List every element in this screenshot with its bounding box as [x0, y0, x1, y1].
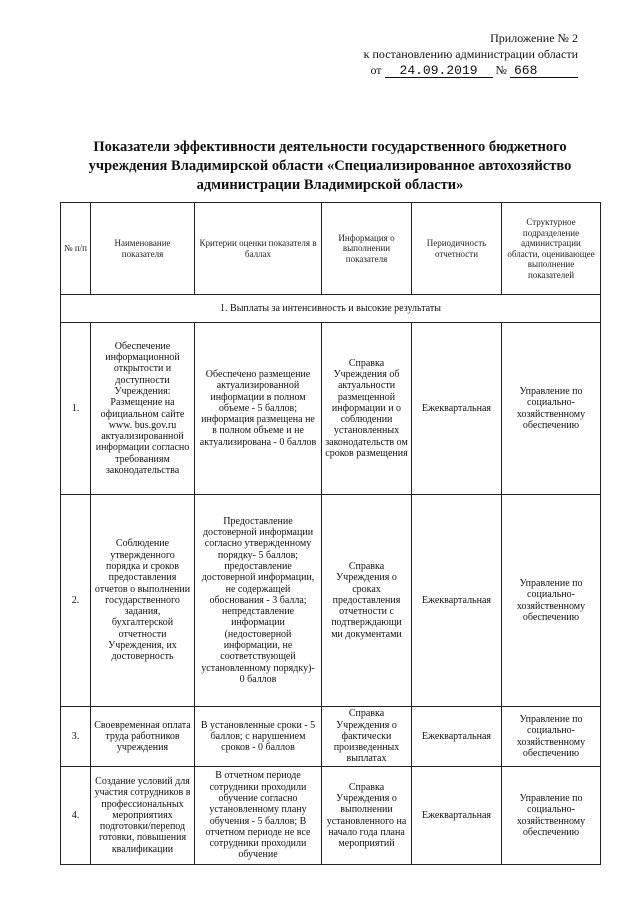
row-period: Ежеквартальная	[412, 767, 502, 865]
table-header-row	[61, 203, 601, 295]
row-dept: Управление по социально-хозяйственному обеспечению	[502, 707, 601, 767]
appendix-date-number-line	[370, 62, 578, 78]
row-name: Своевременная оплата труда работников учреждения	[91, 707, 195, 767]
row-dept: Управление по социально-хозяйственному обеспечению	[502, 767, 601, 865]
row-dept: Управление по социально-хозяйственному обеспечению	[502, 323, 601, 495]
row-info: Справка Учреждения о сроках предоставления отчетности с подтверждающи ми документами	[322, 495, 412, 707]
table-row	[61, 323, 601, 495]
row-dept: Управление по социально-хозяйственному обеспечению	[502, 495, 601, 707]
row-criteria: В отчетном периоде сотрудники проходили обучение согласно установленному плану обучения - 5 баллов; В отчетном периоде не все сотрудники проходили обучение	[195, 767, 322, 865]
row-info: Справка Учреждения о выполнении установленного на начало года плана мероприятий	[322, 767, 412, 865]
row-info: Справка Учреждения об актуальности размещенной информации и о соблюдении установленных законодательств ом сроков размещения	[322, 323, 412, 495]
row-period: Ежеквартальная	[412, 707, 502, 767]
table-row	[61, 707, 601, 767]
resolution-number: 668	[510, 64, 578, 78]
row-num: 4.	[61, 767, 91, 865]
table-row	[61, 767, 601, 865]
appendix-resolution-line: к постановлению администрации области	[363, 47, 578, 61]
header-name: Наименование показателя	[91, 203, 195, 295]
appendix-label: Приложение № 2	[490, 31, 578, 45]
indicators-table	[60, 202, 601, 865]
section-title: 1. Выплаты за интенсивность и высокие результаты	[61, 295, 601, 323]
header-period: Периодичность отчетности	[412, 203, 502, 295]
row-num: 2.	[61, 495, 91, 707]
row-num: 1.	[61, 323, 91, 495]
appendix-block	[364, 30, 578, 78]
row-info: Справка Учреждения о фактически произведенных выплатах	[322, 707, 412, 767]
row-num: 3.	[61, 707, 91, 767]
header-info: Информация о выполнении показателя	[322, 203, 412, 295]
row-name: Обеспечение информационной открытости и доступности Учреждения: Размещение на официальном сайте www. bus.gov.ru актуализированной информации согласно требованиям законодательства	[91, 323, 195, 495]
row-criteria: В установленные сроки - 5 баллов; с нарушением сроков - 0 баллов	[195, 707, 322, 767]
from-label: от	[370, 63, 382, 77]
section-row	[61, 295, 601, 323]
header-num: № п/п	[61, 203, 91, 295]
row-criteria: Предоставление достоверной информации согласно утвержденному порядку- 5 баллов; предоставление достоверной информации, не содержащей обоснования - 3 балла; непредставление информации (недостоверной информации, не соответствующей установленному порядку)- 0 баллов	[195, 495, 322, 707]
header-criteria: Критерии оценки показателя в баллах	[195, 203, 322, 295]
number-label: №	[495, 63, 507, 77]
row-period: Ежеквартальная	[412, 323, 502, 495]
row-period: Ежеквартальная	[412, 495, 502, 707]
document-title: Показатели эффективности деятельности государственного бюджетного учреждения Владимирской области «Специализированное автохозяйство администрации Владимирской области»	[88, 139, 572, 193]
row-name: Соблюдение утвержденного порядка и сроков предоставления отчетов о выполнении государственного задания, бухгалтерской отчетности Учреждения, их достоверность	[91, 495, 195, 707]
table-row	[61, 495, 601, 707]
row-criteria: Обеспечено размещение актуализированной информации в полном объеме - 5 баллов; информация размещена не в полном объеме и не актуализирована - 0 баллов	[195, 323, 322, 495]
resolution-date: 24.09.2019	[385, 64, 493, 78]
row-name: Создание условий для участия сотрудников в профессиональных мероприятиях подготовки/перепод готовки, повышения квалификации	[91, 767, 195, 865]
header-dept: Структурное подразделение администрации области, оценивающее выполнение показателей	[502, 203, 601, 295]
